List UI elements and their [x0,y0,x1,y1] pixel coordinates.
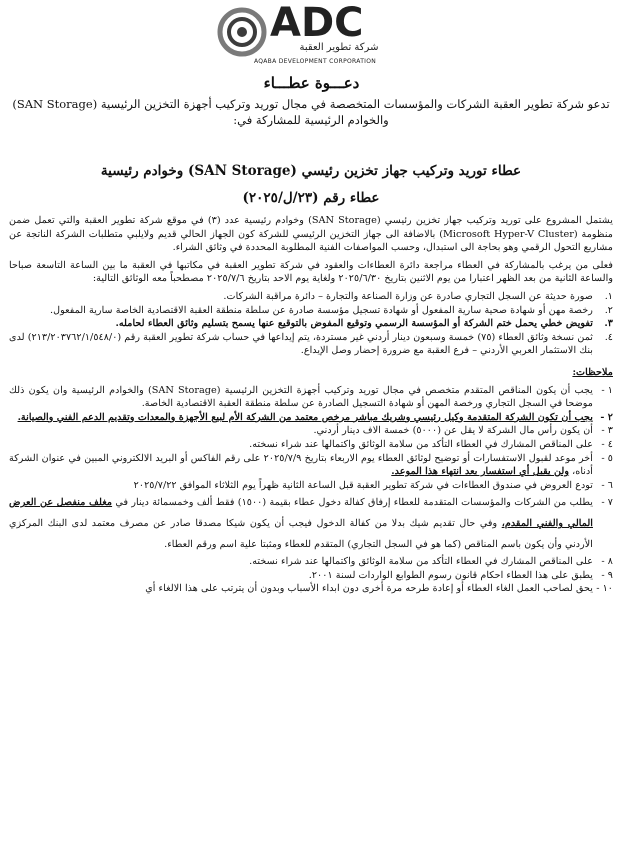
item-text: ثمن نسخة وثائق العطاء (٧٥) خمسة وسبعون دينار أردني غير مستردة، يتم إيداعها في حساب شركة تطوير العقبة رقم (٢١٣/٢٠٣٧٦٢/١/٥٤٨/٠) لدى بنك الاستثمار العربي الأردني – فرع العقبة مع ضرورة إحضار وصل الإيداع. [9,331,593,357]
item-text: يطلب من الشركات والمؤسسات المتقدمة للعطاء إرفاق كفالة دخول عطاء بقيمة (١٥٠٠) فقط ألف وخمسمائة دينار في [115,497,593,509]
list-item [9,569,613,583]
item-number: ٢. [604,304,613,316]
item-text: يحق لصاحب العمل الغاء العطاء أو إعادة طرحه مرة أخرى دون ابداء الأسباب وبدون أن يترتب على هذا الالغاء أي [145,583,593,595]
item-number: ١ - [601,384,613,396]
tender-number: عطاء رقم (٢٣/ل/٢٠٢٥) [242,190,380,206]
item-number: ٥ - [601,452,613,464]
list-item [9,582,613,596]
tender-subject-line: عطاء توريد وتركيب جهاز تخزين رئيسي (SAN Storage) وخوادم رئيسية [100,163,522,179]
item-text: يطبق على هذا العطاء احكام قانون رسوم الطوابع الواردات لسنة ٢٠٠١. [308,569,593,581]
intro-text: تدعو شركة تطوير العقبة الشركات والمؤسسات المتخصصة في مجال توريد وتركيب أجهزة التخزين الرئيسية (SAN Storage) والخوادم الرئيسية للمشاركة في: [12,97,610,127]
announcement-body [9,214,613,596]
notes-heading: ملاحظات: [572,366,613,378]
list-item [9,452,613,479]
item-number: ٧ - [601,497,613,509]
notes-list [9,384,613,597]
logo-english-name: AQABA DEVELOPMENT CORPORATION [253,58,377,65]
item-number: ١. [604,290,613,302]
item-number: ٢ - [600,411,613,423]
item-text: تودع العروض في صندوق العطاءات في شركة تطوير العقبة قبل الساعة الثانية ظهراً يوم الثلاثاء الموافق ٢٠٢٥/٧/٢٢ [133,479,593,491]
item-text-emphasis: مغلف منفصل عن العرض المالي والفني المقدم، [9,497,593,530]
logo-wordmark: ADC [270,0,364,46]
participation-instructions: فعلى من يرغب بالمشاركة في العطاء مراجعة دائرة العطاءات والعقود في شركة تطوير العقبة في مكاتبها في العقبة ما بين الساعة التاسعة صباحا والساعة الثانية من بعد الظهر اعتبارا من يوم الاثنين بتاريخ ٢٠٢٥/٦/٣٠ ولغاية يوم الاحد بتاريخ ٢٠٢٥/٧/٦ مصطحباً معه الوثائق التالية: [9,259,613,285]
required-documents-list [9,290,613,358]
item-number: ١٠ - [596,583,613,595]
list-item [9,304,613,318]
item-text-emphasis: ولن يقبل أي استفسار بعد انتهاء هذا الموعد. [391,466,570,478]
project-description: يشتمل المشروع على توريد وتركيب جهاز تخزين رئيسي (SAN Storage) وخوادم رئيسية عدد (٣) في موقع شركة تطوير العقبة والتي تعمل ضمن منظومة (Microsoft Hyper-V Cluster) بالاضافة الى جهاز التخزين الرئيسي للشركة كون الجهاز الحالي قديم ولايلبي متطلبات الشركة الناتجة عن مشاريع التحول الرقمي وهو بحاجة الى استبدال، وحسب المواصفات الفنية المطلوبة المحددة في وثائق الشراء. [9,215,613,254]
item-number: ٨ - [601,556,613,568]
item-text: أخر موعد لقبول الاستفسارات أو توضيح لوثائق العطاء يوم الاربعاء بتاريخ ٢٠٢٥/٧/٩ على رقم الفاكس أو البريد الالكتروني المبين في عنوان الشركة أدناه، [9,452,593,478]
list-item [9,555,613,569]
list-item [9,411,613,425]
item-text: صورة حديثة عن السجل التجاري صادرة عن وزارة الصناعة والتجارة – دائرة مراقبة الشركات. [223,290,593,302]
list-item [9,438,613,452]
item-text: تفويض خطي يحمل ختم الشركة أو المؤسسة الرسمي وتوقيع المفوض بالتوقيع عنها يسمح بتسليم وثائق العطاء لحامله. [115,318,593,330]
logo-arabic-name: شركة تطوير العقبة [299,42,379,53]
item-text: يجب أن تكون الشركة المتقدمة وكيل رئيسي وشريك مباشر مرخص معتمد من الشركة الأم لبيع الأجهزة والمعدات وتقديم الدعم الفني والصيانة. [17,411,593,423]
tender-subject [11,158,611,212]
item-number: ٤. [604,331,613,343]
item-number: ٣ - [601,425,613,437]
item-text: على المناقص المشارك في العطاء التأكد من سلامة الوثائق واكتمالها عند شراء نسخته. [249,438,593,450]
list-item [9,492,613,555]
list-item [9,479,613,493]
item-text: يجب أن يكون المناقص المتقدم متخصص في مجال توريد وتركيب أجهزة التخزين الرئيسية (SAN Storage) والخوادم الرئيسية وان يكون ذلك موضحا في السجل التجاري ورخصة المهن أو شهادة التسجيل الصادرة عن سلطة منطقة العقبة الاقتصادية الخاصة. [9,384,593,410]
item-text: على المناقص المشارك في العطاء التأكد من سلامة الوثائق واكتمالها عند شراء نسخته. [249,556,593,568]
adc-logo [216,0,412,68]
item-text: رخصة مهن أو شهادة صحية سارية المفعول أو شهادة تسجيل مؤسسة صادرة عن سلطة منطقة العقبة الاقتصادية الخاصة سارية المفعول. [49,304,593,316]
list-item [9,317,613,331]
item-number: ٩ - [601,569,613,581]
item-number: ٣. [604,318,613,330]
item-text: وفي حال تقديم شيك بدلا من كفالة الدخول فيجب أن يكون شيكا مصدقا صادر عن مصرف معتمد لدى البنك المركزي الأردني وأن يكون باسم المناقص (كما هو في السجل التجاري) المتقدم للعطاء ومثبتا علية اسم ورقم العطاء. [9,518,593,551]
page-title: دعـــوة عطـــاء [263,74,360,92]
item-number: ٤ - [601,438,613,450]
list-item [9,290,613,304]
item-number: ٦ - [601,479,613,491]
list-item [9,424,613,438]
list-item [9,384,613,411]
list-item [9,331,613,358]
item-text: أن يكون رأس مال الشركة لا يقل عن (٥٠٠٠) خمسة الاف دينار أردني. [313,425,593,437]
adc-logo-mark-icon [216,6,268,58]
